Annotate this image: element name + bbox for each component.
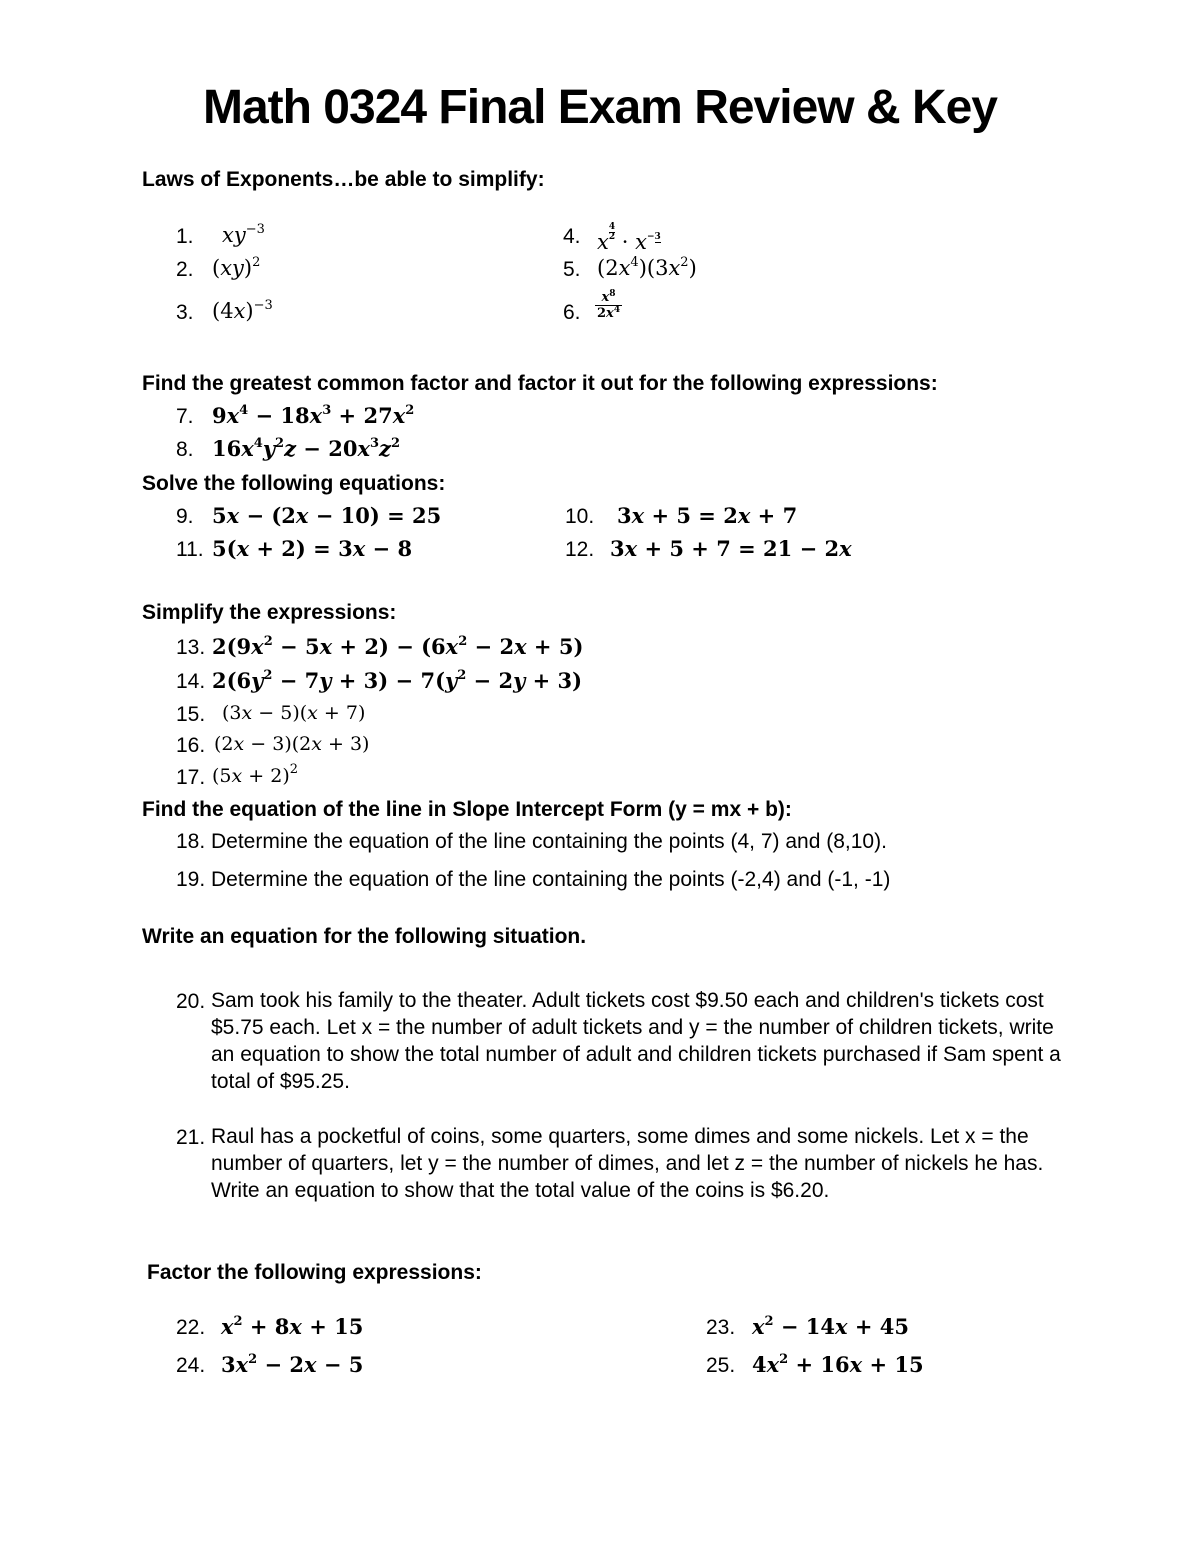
problem-25-expression: $4x^2 + 16x + 15$	[752, 1352, 924, 1377]
problem-11-expression: 5(x + 2) = 3x − 8	[212, 536, 413, 561]
problem-number-5: 5.	[563, 258, 581, 281]
problem-number-15: 15.	[176, 703, 206, 726]
problem-16-expression: (2x − 3)(2x + 3)	[214, 733, 370, 755]
problem-number-24: 24.	[176, 1354, 206, 1377]
problem-number-18: 18.	[176, 830, 206, 853]
problem-number-17: 17.	[176, 766, 206, 789]
problem-number-19: 19.	[176, 868, 206, 891]
problem-21-text: Raul has a pocketful of coins, some quarters, some dimes and some nickels. Let x = the number of quarters, let y = the number of dimes, and let z = the number of nickels he has. Write an equation to show that the total value of the coins is $6.20.	[211, 1125, 1044, 1202]
section-heading-solve: Solve the following equations:	[142, 472, 446, 495]
problem-19-text: Determine the equation of the line containing the points (-2,4) and (-1, -1)	[211, 868, 891, 891]
problem-12-expression: 3x + 5 + 7 = 21 − 2x	[610, 536, 852, 561]
problem-6-expression: $\frac{x^8}{2x^4}$	[597, 289, 621, 321]
problem-17-expression: $(5x + 2)^2$	[212, 762, 299, 787]
problem-10-expression: 3x + 5 = 2x + 7	[617, 503, 798, 528]
problem-number-7: 7.	[176, 405, 194, 428]
section-heading-exponents: Laws of Exponents…be able to simplify:	[142, 168, 545, 191]
problem-7-expression: $9x^4 - 18x^3 + 27x^2$	[212, 403, 415, 428]
problem-23-expression: $x^2 - 14x + 45$	[752, 1314, 910, 1339]
problem-13-expression: $2(9x^2 - 5x + 2) - (6x^2 - 2x + 5)$	[212, 634, 584, 659]
problem-number-8: 8.	[176, 438, 194, 461]
section-heading-gcf: Find the greatest common factor and factor it out for the following expressions:	[142, 372, 938, 395]
problem-number-23: 23.	[706, 1316, 736, 1339]
problem-number-25: 25.	[706, 1354, 736, 1377]
problem-number-20: 20.	[176, 990, 206, 1013]
problem-number-16: 16.	[176, 734, 206, 757]
problem-number-10: 10.	[565, 505, 595, 528]
section-heading-factor: Factor the following expressions:	[147, 1261, 482, 1284]
problem-number-9: 9.	[176, 505, 194, 528]
problem-number-4: 4.	[563, 225, 581, 248]
problem-8-expression: $16x^4y^2z - 20x^3z^2$	[212, 436, 401, 461]
problem-3-expression: $(4x)^{-3}$	[212, 298, 273, 323]
problem-4-expression: x $\frac{4}{2}$ · x−3	[597, 222, 661, 254]
problem-number-11: 11.	[176, 538, 204, 561]
problem-number-22: 22.	[176, 1316, 206, 1339]
problem-1-expression: $xy^{-3}$	[222, 222, 265, 247]
problem-24-expression: $3x^2 - 2x - 5$	[221, 1352, 364, 1377]
problem-9-expression: 5x − (2x − 10) = 25	[212, 503, 442, 528]
problem-number-21: 21.	[176, 1126, 206, 1149]
problem-number-14: 14.	[176, 670, 206, 693]
problem-5-expression: $(2x^4)(3x^2)$	[597, 255, 697, 280]
section-heading-write: Write an equation for the following situation.	[142, 925, 587, 948]
problem-number-6: 6.	[563, 301, 581, 324]
problem-number-1: 1.	[176, 225, 194, 248]
problem-2-expression: (xy)$^2$	[212, 255, 261, 280]
problem-18-text: Determine the equation of the line containing the points (4, 7) and (8,10).	[211, 830, 887, 853]
section-heading-simplify: Simplify the expressions:	[142, 601, 397, 624]
section-heading-line: Find the equation of the line in Slope Intercept Form (y = mx + b):	[142, 798, 792, 821]
problem-20-text: Sam took his family to the theater. Adult tickets cost $9.50 each and children's tickets cost $5.75 each. Let x = the number of adult tickets and y = the number of children tickets, write an equation to show the total number of adult and children tickets purchased if Sam spent a total of $95.25.	[211, 989, 1061, 1093]
problem-number-3: 3.	[176, 301, 194, 324]
problem-number-13: 13.	[176, 636, 206, 659]
problem-number-2: 2.	[176, 258, 194, 281]
problem-15-expression: (3x − 5)(x + 7)	[222, 702, 366, 724]
problem-14-expression: $2(6y^2 - 7y + 3) - 7(y^2 - 2y + 3)$	[212, 668, 583, 693]
problem-22-expression: $x^2 + 8x + 15$	[221, 1314, 364, 1339]
page-title: Math 0324 Final Exam Review & Key	[202, 81, 997, 134]
problem-number-12: 12.	[565, 538, 595, 561]
